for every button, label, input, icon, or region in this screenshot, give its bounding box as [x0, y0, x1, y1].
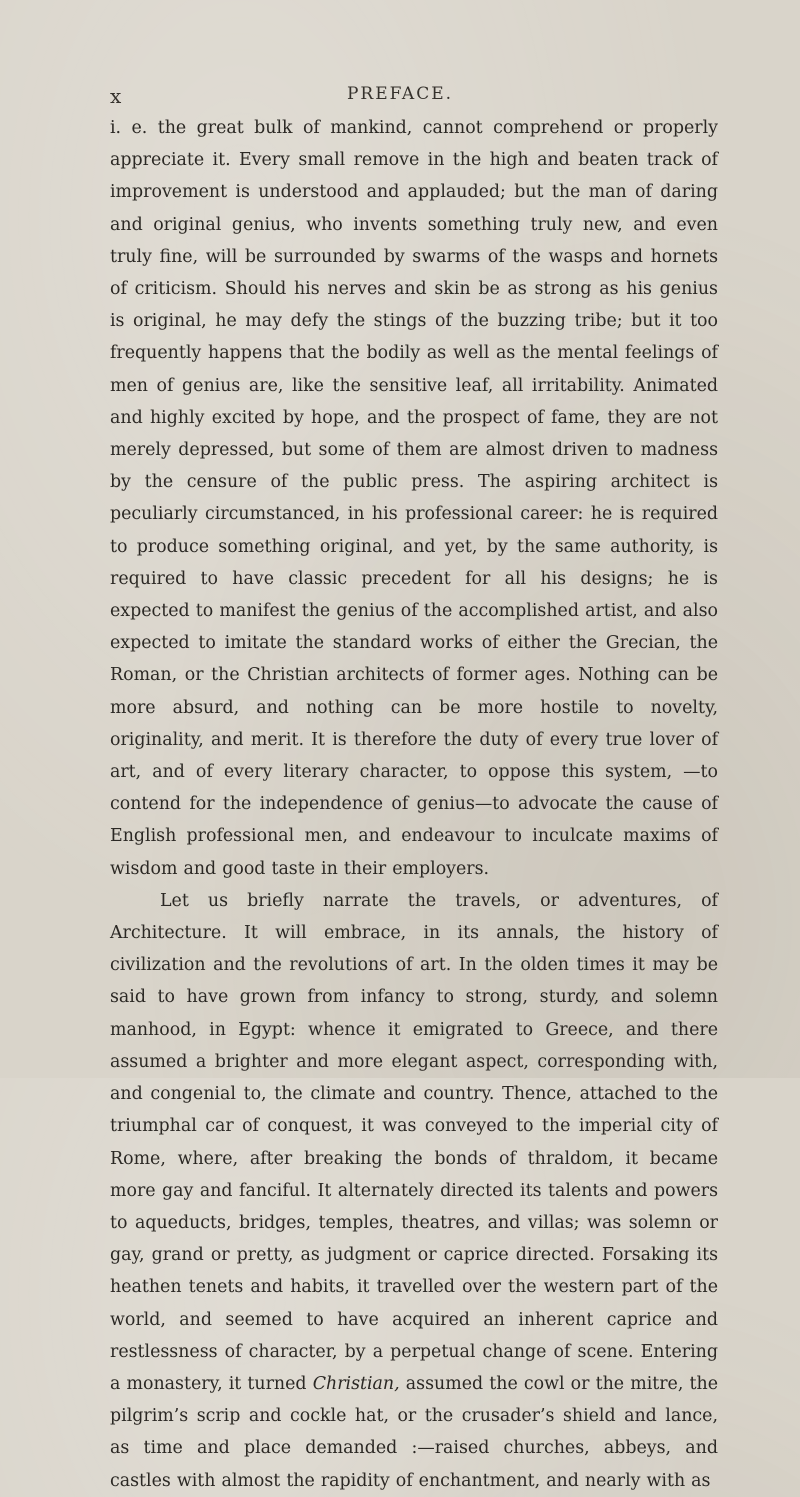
paragraph-2	[110, 885, 718, 1497]
paragraph-2-part-1: Let us briefly narrate the travels, or adventures, of Architecture. It will embrace, in its annals, the history of civilization and the revolutions of art. In the olden times it may be said to have grown from infancy to strong, sturdy, and solemn manhood, in Egypt: whence it emigrated to Greece, and there assumed a brighter and more elegant aspect, corresponding with, and congenial to, the climate and country. Thence, attached to the triumphal car of conquest, it was conveyed to the imperial city of Rome, where, after breaking the bonds of thraldom, it became more gay and fanciful. It alternately directed its talents and powers to aqueducts, bridges, temples, theatres, and villas; was solemn or gay, grand or pretty, as judgment or caprice directed. Forsaking its heathen tenets and habits, it travelled over the western part of the world, and seemed to have acquired an inherent caprice and restlessness of character, by a perpetual change of scene. Entering a monastery, it turned	[110, 890, 718, 1394]
running-head: PREFACE.	[346, 84, 454, 104]
body-text	[110, 112, 718, 1497]
page-number: x	[110, 84, 123, 108]
paragraph-2-italic-word: Christian,	[312, 1373, 400, 1394]
paragraph-1: i. e. the great bulk of mankind, cannot comprehend or properly appreciate it. Every small remove in the high and beaten track of improvement is understood and applauded; but the man of daring and original genius, who invents something truly new, and even truly fine, will be surrounded by swarms of the wasps and hornets of criticism. Should his nerves and skin be as strong as his genius is original, he may defy the stings of the buzzing tribe; but it too frequently happens that the bodily as well as the mental feelings of men of genius are, like the sensitive leaf, all irritability. Animated and highly excited by hope, and the prospect of fame, they are not merely depressed, but some of them are almost driven to madness by the censure of the public press. The aspiring architect is peculiarly circumstanced, in his professional career: he is required to produce something original, and yet, by the same authority, is required to have classic precedent for all his designs; he is expected to manifest the genius of the accomplished artist, and also expected to imitate the standard works of either the Grecian, the Roman, or the Christian architects of former ages. Nothing can be more absurd, and nothing can be more hostile to novelty, originality, and merit. It is therefore the duty of every true lover of art, and of every literary character, to oppose this system, —to contend for the independence of genius—to advocate the cause of English professional men, and endeavour to inculcate maxims of wisdom and good taste in their employers.	[110, 118, 718, 879]
paragraph-2-part-2: assumed the cowl or the mitre, the pilgrim’s scrip and cockle hat, or the crusader’s shield and lance, as time and place demanded :—raised churches, abbeys, and castles with almost the rapidity of enchantment, and nearly with as	[110, 1373, 718, 1491]
